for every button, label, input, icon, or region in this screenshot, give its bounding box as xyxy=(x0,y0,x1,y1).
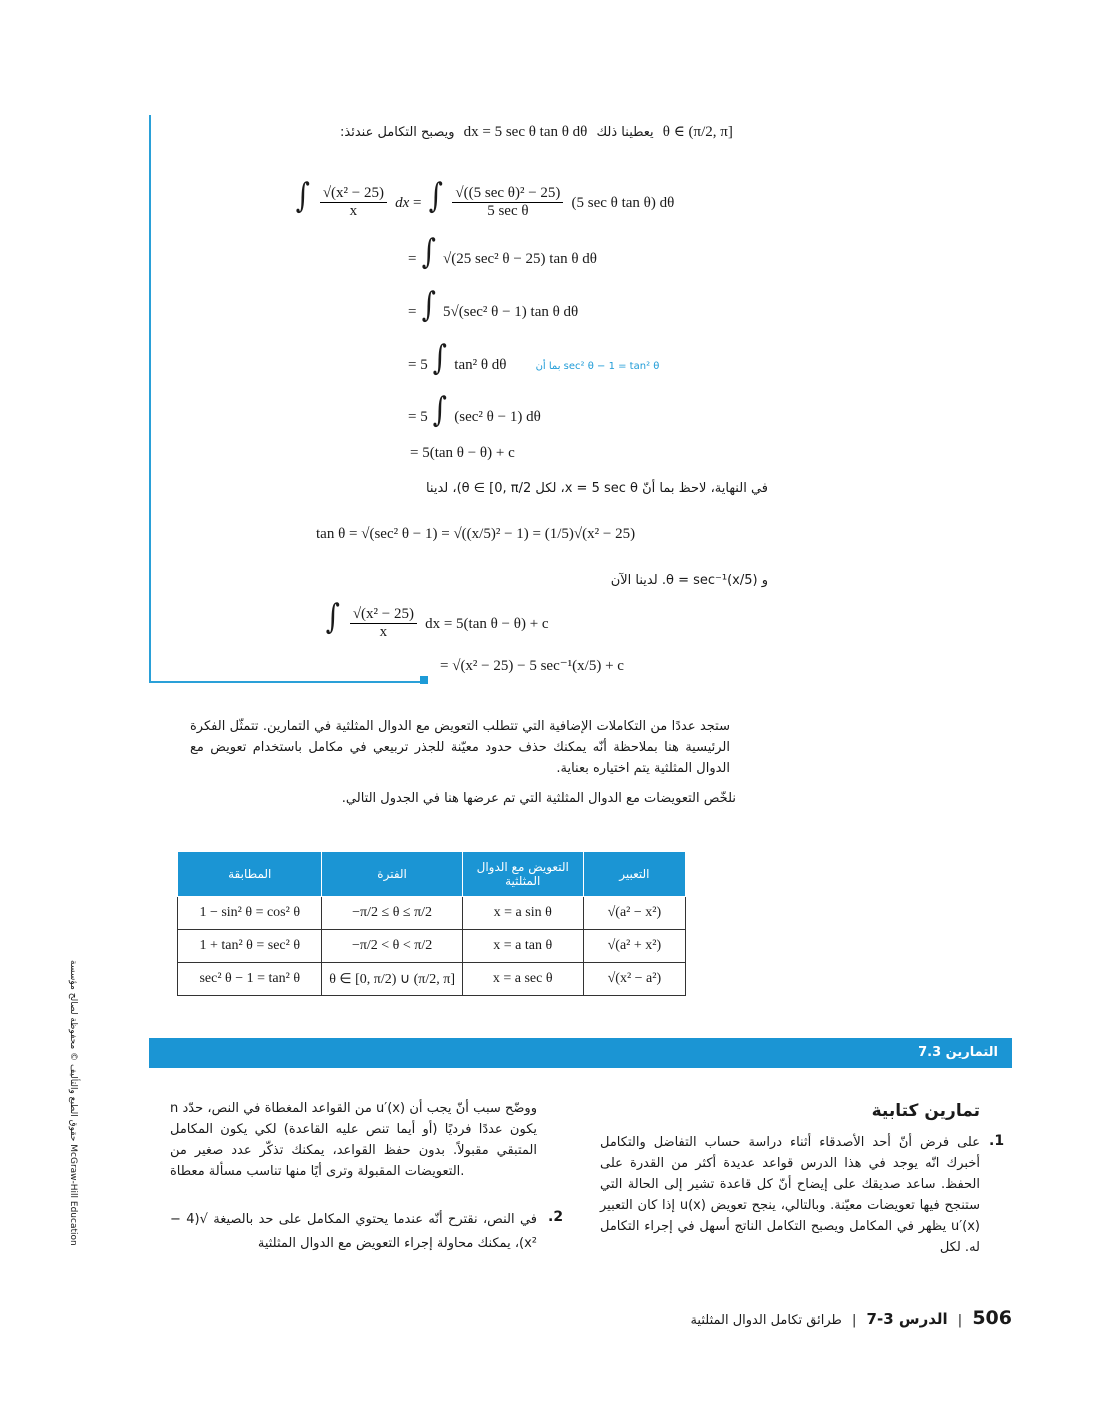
step-2 xyxy=(408,232,597,272)
step1-left-num: √(x² − 25) xyxy=(320,185,387,203)
step3-expr: 5√(sec² θ − 1) tan θ dθ xyxy=(443,304,579,320)
result-1-expr: dx = 5(tan θ − θ) + c xyxy=(425,616,549,632)
table-cell: 1 − sin² θ = cos² θ xyxy=(178,897,322,930)
step1-left-den: x xyxy=(349,203,358,219)
exercise-1-text: على فرض أنّ أحد الأصدقاء أثناء دراسة حساب التفاضل والتكامل أخبرك انّه يوجد في هذا الدرس قواعد عديدة أكثر من القدرة على الحفظ. ساعد صديقك على إيضاح أنّ كل قاعدة تشير إلى الحالة التي ستنجح فيها تعويضات معيّنة. وبالتالي، ينجح تعويض u(x) إذا كان التعبير u′(x) يظهر في المكامل ويصبح التكامل الناتج أسهل في إجراء التكامل له. لكل xyxy=(600,1135,980,1255)
table-cell: −π/2 ≤ θ ≤ π/2 xyxy=(322,897,462,930)
step-3 xyxy=(408,285,578,325)
lesson-label: الدرس 3-7 xyxy=(866,1310,948,1328)
table-cell: θ ∈ [0, π/2) ∪ (π/2, π] xyxy=(322,963,462,996)
footer-divider: | xyxy=(852,1313,857,1328)
step1-right-den: 5 sec θ xyxy=(487,203,529,219)
example-bottom-border xyxy=(149,681,424,683)
step-5 xyxy=(408,390,541,430)
header-interval: الفترة xyxy=(322,852,462,897)
paragraph-1: ستجد عددًا من التكاملات الإضافية التي تتطلب التعويض مع الدوال المثلثية في التمارين. تتمثّل الفكرة الرئيسية هنا بملاحظة أنّه يمكنك حذف حدود معيّنة للجذر تربيعي في مكامل باستخدام تعويض مع الدوال المثلثية يتم اختياره بعناية. xyxy=(190,719,730,776)
step-1 xyxy=(294,176,674,220)
exercise-2-number: .2 xyxy=(548,1209,564,1225)
header-substitution: التعويض مع الدوال المثلثية xyxy=(462,852,583,897)
and-text: و θ = sec⁻¹(x/5). لدينا الآن xyxy=(610,573,768,588)
step1-left-fraction xyxy=(320,185,387,220)
step4-note: بما أن sec² θ − 1 = tan² θ xyxy=(535,361,660,372)
copyright-sidebar: حقوق الطبع والتأليف © محفوظة لصالح مؤسسة McGraw-Hill Education xyxy=(68,960,78,1246)
step1-tail: (5 sec θ tan θ) dθ xyxy=(571,195,675,211)
table-cell: 1 + tan² θ = sec² θ xyxy=(178,930,322,963)
page-number: 506 xyxy=(972,1307,1012,1329)
finally-text: في النهاية، لاحظ بما أنّ x = 5 sec θ، لكل θ ∈ [0, π/2)، لدينا xyxy=(425,481,768,496)
integral-sign: ∫ xyxy=(325,597,340,637)
table-cell: x = a sec θ xyxy=(462,963,583,996)
intro-text-mid: يعطينا ذلك xyxy=(596,125,654,140)
intro-text-end: ويصبح التكامل عندئذ: xyxy=(340,125,455,140)
integral-sign: ∫ xyxy=(433,338,448,378)
exercise-1-number: .1 xyxy=(989,1133,1005,1149)
step-4 xyxy=(408,338,659,378)
step1-right-fraction xyxy=(452,185,563,220)
example-end-marker xyxy=(420,676,428,684)
result-2: = √(x² − 25) − 5 sec⁻¹(x/5) + c xyxy=(440,658,624,674)
dx-eq: dx = xyxy=(395,195,422,211)
step5-expr: (sec² θ − 1) dθ xyxy=(454,409,541,425)
table-cell: x = a tan θ xyxy=(462,930,583,963)
integral-sign: ∫ xyxy=(433,390,448,430)
intro-dx: dx = 5 sec θ tan θ dθ xyxy=(463,124,588,140)
table-cell: √(a² + x²) xyxy=(583,930,685,963)
intro-domain: θ ∈ (π/2, π] xyxy=(662,124,733,140)
table-cell: √(a² − x²) xyxy=(583,897,685,930)
integral-sign: ∫ xyxy=(421,232,437,272)
header-expression: التعبير xyxy=(583,852,685,897)
table-row xyxy=(178,897,686,930)
step1-right-num: √((5 sec θ)² − 25) xyxy=(452,185,563,203)
paragraph-2: نلخّص التعويضات مع الدوال المثلثية التي تم عرضها هنا في الجدول التالي. xyxy=(341,791,736,806)
table-row xyxy=(178,963,686,996)
exercises-banner xyxy=(149,1038,1012,1068)
exercise-1-continued: n من القواعد المغطاة في النص، حدّد u′(x) ووضّح سبب أنّ يجب أن يكون عددًا فرديًا (أو أيما تنص عليه القاعدة) لكي يكون المكامل المتبقي مقبولاً. بدون حفظ القواعد، يمكنك تذكّر عدد صغير من التعويضات المقبولة وترى أيًا منها تناسب مسألة معطاة. xyxy=(170,1101,537,1179)
lesson-title: طرائق تكامل الدوال المثلثية xyxy=(690,1313,842,1328)
equals-five: = 5 xyxy=(408,357,432,373)
integral-sign: ∫ xyxy=(421,285,437,325)
result-1 xyxy=(324,597,549,641)
step-6: = 5(tan θ − θ) + c xyxy=(410,445,515,461)
exercise-2-text: في النص، نقترح أنّه عندما يحتوي المكامل على حد بالصيغة √(4 − x²)، يمكنك محاولة إجراء التعويض مع الدوال المثلثية xyxy=(170,1212,537,1251)
table-header-row xyxy=(178,852,686,897)
exercises-heading: تمارين كتابية xyxy=(871,1101,980,1121)
substitution-table xyxy=(177,851,686,996)
result-fraction xyxy=(350,606,417,641)
header-identity: المطابقة xyxy=(178,852,322,897)
table-cell: x = a sin θ xyxy=(462,897,583,930)
integral-sign: ∫ xyxy=(295,176,310,216)
table-cell: −π/2 < θ < π/2 xyxy=(322,930,462,963)
step2-expr: √(25 sec² θ − 25) tan θ dθ xyxy=(443,251,597,267)
banner-title: التمارين 7.3 xyxy=(918,1045,998,1060)
table-row xyxy=(178,930,686,963)
footer-divider: | xyxy=(957,1313,963,1328)
tan-equation: tan θ = √(sec² θ − 1) = √((x/5)² − 1) = (1/5)√(x² − 25) xyxy=(316,526,636,542)
table-cell: sec² θ − 1 = tan² θ xyxy=(178,963,322,996)
equals: = xyxy=(408,251,421,267)
equals: = xyxy=(408,304,421,320)
example-left-border xyxy=(149,115,151,682)
table-cell: √(x² − a²) xyxy=(583,963,685,996)
page-footer xyxy=(690,1307,1012,1329)
integral-sign: ∫ xyxy=(428,176,443,216)
result-den: x xyxy=(379,624,388,640)
result-num: √(x² − 25) xyxy=(350,606,417,624)
equals-five: = 5 xyxy=(408,409,432,425)
step4-expr: tan² θ dθ xyxy=(454,357,507,373)
intro-line xyxy=(340,121,733,141)
